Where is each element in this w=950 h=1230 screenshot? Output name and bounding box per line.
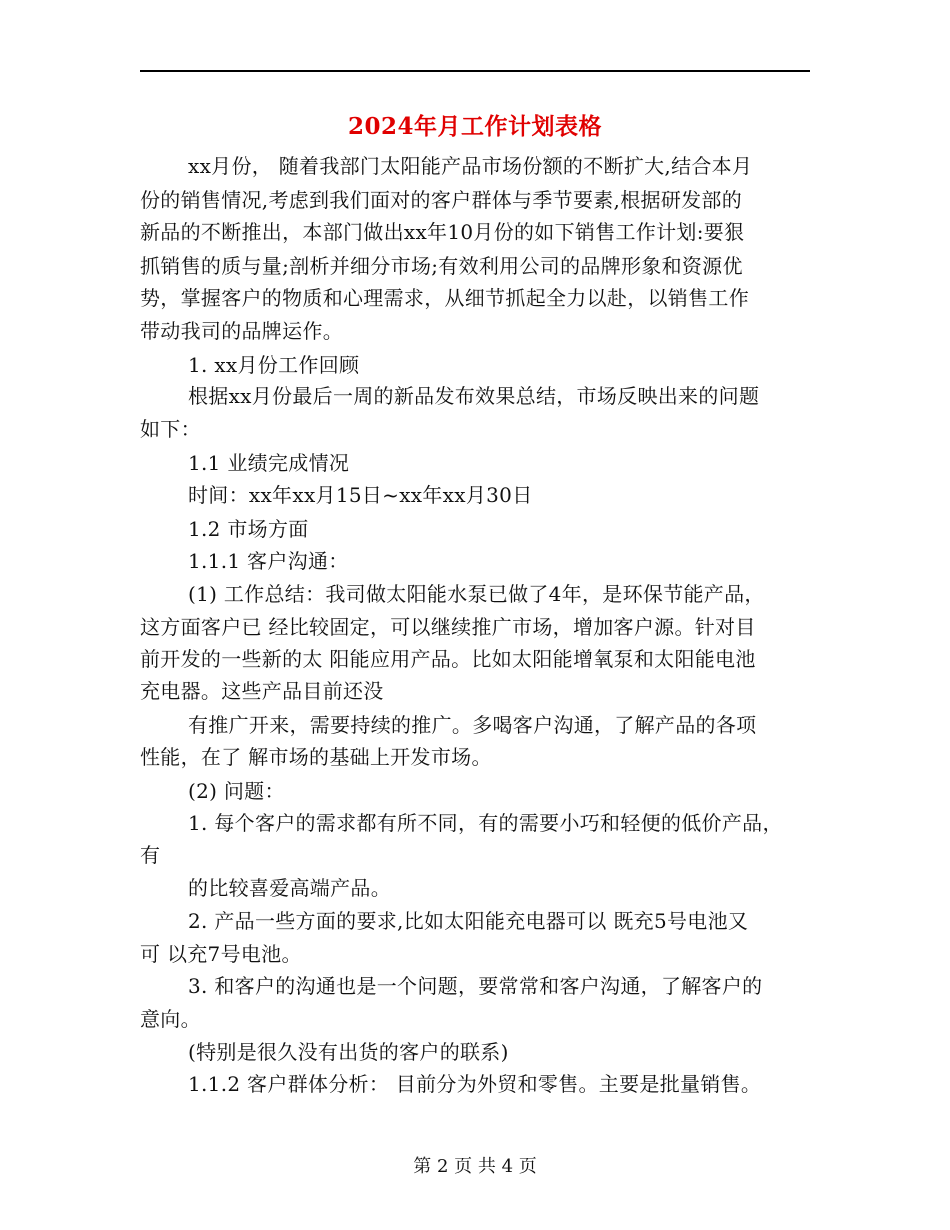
paragraph-line: (1) 工作总结：我司做太阳能水泵已做了4年，是环保节能产品， bbox=[188, 582, 765, 606]
paragraph-line: 前开发的一些新的太 阳能应用产品。比如太阳能增氧泵和太阳能电池 bbox=[140, 647, 756, 671]
paragraph-line: 抓销售的质与量;剖析并细分市场;有效利用公司的品牌形象和资源优 bbox=[140, 254, 743, 278]
list-item: 3. 和客户的沟通也是一个问题，要常常和客户沟通，了解客户的 bbox=[188, 974, 763, 998]
page-number: 第 2 页 共 4 页 bbox=[413, 1156, 537, 1177]
paragraph-line: 势，掌握客户的物质和心理需求，从细节抓起全力以赴，以销售工作 bbox=[140, 286, 749, 310]
section-heading: 1.1 业绩完成情况 bbox=[188, 451, 350, 475]
list-item: 2. 产品一些方面的要求,比如太阳能充电器可以 既充5号电池又 bbox=[188, 909, 749, 933]
section-heading: 1.1.1 客户沟通： bbox=[188, 549, 349, 573]
list-item: 1. 每个客户的需求都有所不同，有的需要小巧和轻便的低价产品， bbox=[188, 811, 783, 835]
paragraph-line: 根据xx月份最后一周的新品发布效果总结，市场反映出来的问题 bbox=[188, 384, 760, 408]
paragraph-line: 这方面客户已 经比较固定，可以继续推广市场，增加客户源。针对目 bbox=[140, 615, 756, 639]
paragraph-line: (特别是很久没有出货的客户的联系) bbox=[188, 1040, 509, 1064]
paragraph-line: 带动我司的品牌运作。 bbox=[140, 319, 343, 343]
section-heading: 1.2 市场方面 bbox=[188, 517, 309, 541]
paragraph-line: 意向。 bbox=[140, 1007, 201, 1031]
paragraph-line: 如下： bbox=[140, 417, 201, 441]
paragraph-line: xx月份， 随着我部门太阳能产品市场份额的不断扩大,结合本月 bbox=[188, 154, 753, 178]
header-rule bbox=[140, 70, 810, 72]
paragraph-line: 有 bbox=[140, 843, 161, 867]
section-heading: 1. xx月份工作回顾 bbox=[188, 353, 360, 377]
paragraph-line: 份的销售情况,考虑到我们面对的客户群体与季节要素,根据研发部的 bbox=[140, 188, 743, 212]
section-heading: 1.1.2 客户群体分析： 目前分为外贸和零售。主要是批量销售。 bbox=[188, 1072, 762, 1096]
paragraph-line: 有推广开来，需要持续的推广。多喝客户沟通，了解产品的各项 bbox=[188, 713, 757, 737]
paragraph-line: 充电器。这些产品目前还没 bbox=[140, 679, 384, 703]
paragraph-line: 性能，在了 解市场的基础上开发市场。 bbox=[140, 745, 492, 769]
section-heading: (2) 问题： bbox=[188, 779, 285, 803]
paragraph-line: 时间：xx年xx月15日~xx年xx月30日 bbox=[188, 483, 533, 507]
paragraph-line: 的比较喜爱高端产品。 bbox=[188, 876, 391, 900]
paragraph-line: 新品的不断推出，本部门做出xx年10月份的如下销售工作计划:要狠 bbox=[140, 220, 745, 244]
paragraph-line: 可 以充7号电池。 bbox=[140, 942, 302, 966]
page-title: 2024年月工作计划表格 bbox=[347, 113, 602, 140]
